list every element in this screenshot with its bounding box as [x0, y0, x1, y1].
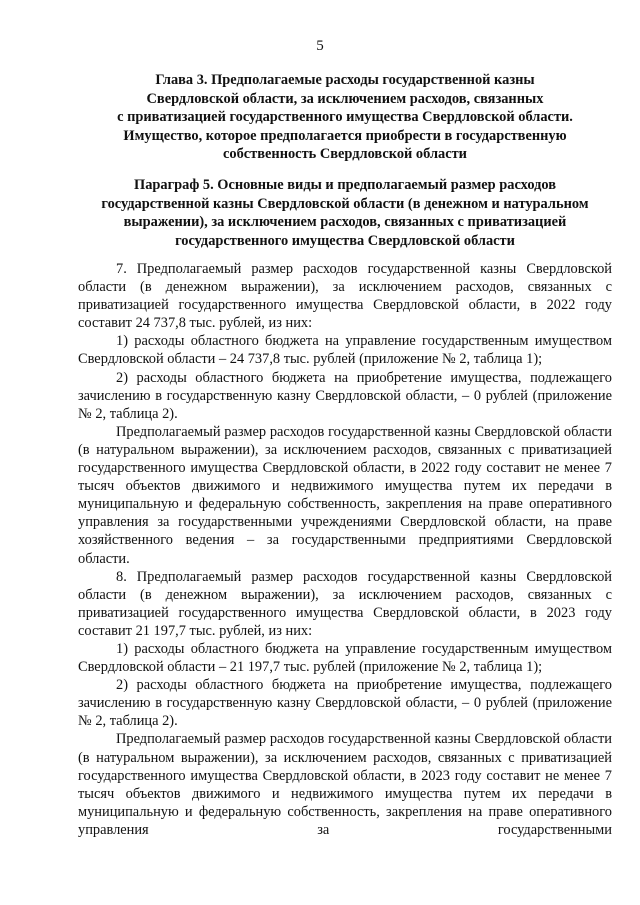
chapter-heading-line: с приватизацией государственного имущества Свердловской области.	[117, 109, 573, 125]
body-paragraph: 2) расходы областного бюджета на приобретение имущества, подлежащего зачислению в государственную казну Свердловской области, – 0 рублей (приложение № 2, таблица 2).	[78, 369, 612, 422]
body-paragraph: 1) расходы областного бюджета на управление государственным имуществом Свердловской области – 24 737,8 тыс. рублей (приложение № 2, таблица 1);	[78, 333, 612, 368]
body-paragraph: 1) расходы областного бюджета на управление государственным имуществом Свердловской области – 21 197,7 тыс. рублей (приложение № 2, таблица 1);	[78, 640, 612, 676]
chapter-heading-line: Свердловской области, за исключением расходов, связанных	[146, 90, 544, 107]
paragraph-heading-line: государственной казны Свердловской области (в денежном и натуральном	[101, 195, 589, 212]
chapter-heading-line: собственность Свердловской области	[223, 146, 467, 162]
paragraph-heading	[80, 176, 610, 250]
body-paragraph: Предполагаемый размер расходов государственной казны Свердловской области (в натуральном выражении), за исключением расходов, связанных с приватизацией государственного имущества Свердловской области, в 2022 году составит не менее 7 тысяч объектов движимого и недвижимого имущества путем их передачи в муниципальную и федеральную собственность, закрепления на праве оперативного управления за государственными учреждениями Свердловской области, на праве хозяйственного ведения – за государственными предприятиями Свердловской области.	[78, 423, 612, 567]
chapter-heading	[80, 71, 610, 164]
page-number: 5	[316, 38, 324, 54]
paragraph-heading-line: государственного имущества Свердловской области	[175, 232, 515, 249]
chapter-heading-line: Глава 3. Предполагаемые расходы государственной казны	[155, 72, 535, 88]
body-paragraph: 2) расходы областного бюджета на приобретение имущества, подлежащего зачислению в государственную казну Свердловской области, – 0 рублей (приложение № 2, таблица 2).	[78, 677, 612, 730]
body-paragraph: 7. Предполагаемый размер расходов государственной казны Свердловской области (в денежном выражении), за исключением расходов, связанных с приватизацией государственного имущества Свердловской области, в 2022 году составит 24 737,8 тыс. рублей, из них:	[78, 261, 612, 332]
body-paragraph: 8. Предполагаемый размер расходов государственной казны Свердловской области (в денежном выражении), за исключением расходов, связанных с приватизацией государственного имущества Свердловской области, в 2023 году составит 21 197,7 тыс. рублей, из них:	[78, 568, 612, 639]
paragraph-heading-line: выражении), за исключением расходов, связанных с приватизацией	[123, 214, 567, 230]
document-body	[78, 260, 612, 839]
chapter-heading-line: Имущество, которое предполагается приобрести в государственную	[123, 127, 567, 144]
paragraph-heading-line: Параграф 5. Основные виды и предполагаемый размер расходов	[134, 177, 556, 193]
body-paragraph: Предполагаемый размер расходов государственной казны Свердловской области (в натуральном выражении), за исключением расходов, связанных с приватизацией государственного имущества Свердловской области, в 2023 году составит не менее 7 тысяч объектов движимого и недвижимого имущества путем их передачи в муниципальную и федеральную собственность, закрепления на праве оперативного управления за государственными	[78, 731, 612, 838]
